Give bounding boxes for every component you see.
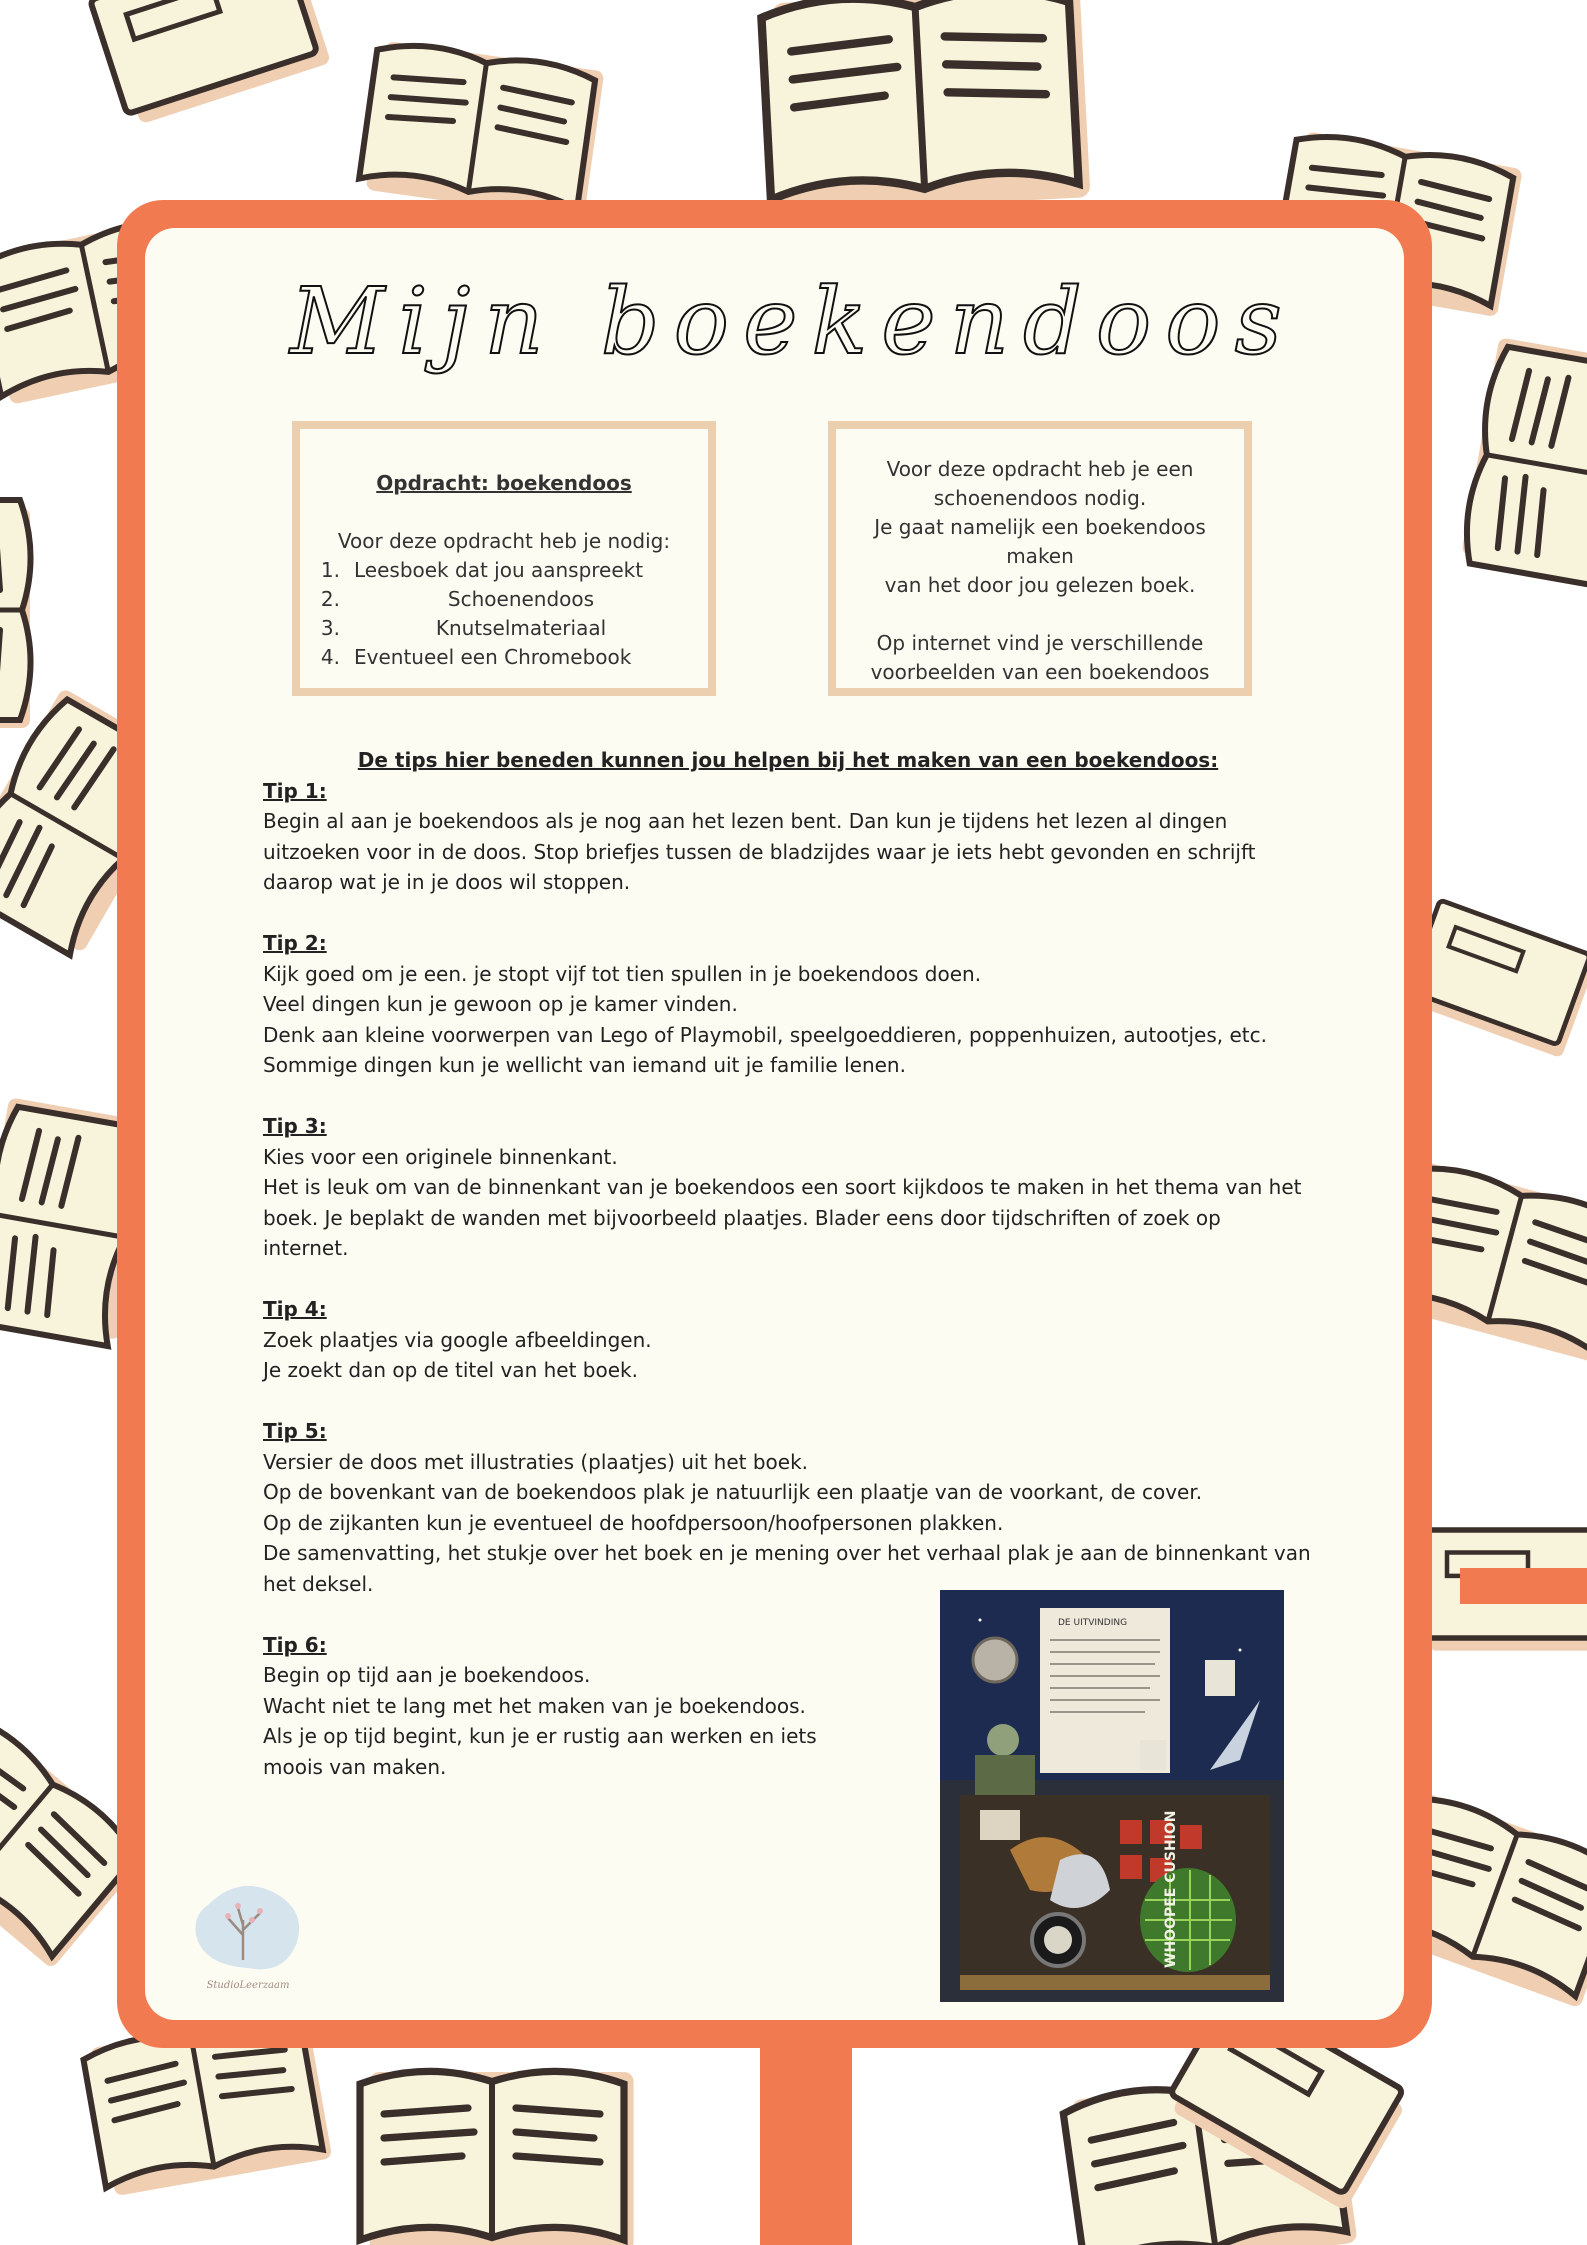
tip-6 <box>263 1630 823 1783</box>
tip-line: De samenvatting, het stukje over het boek en je mening over het verhaal plak je aan de binnenkant van <box>263 1541 1311 1565</box>
info-line: Op internet vind je verschillende <box>876 631 1204 655</box>
tip-line: Sommige dingen kun je wellicht van iemand uit je familie lenen. <box>263 1053 906 1077</box>
info-line: schoenendoos nodig. <box>933 486 1147 510</box>
tip-line: Versier de doos met illustraties (plaatjes) uit het boek. <box>263 1449 809 1474</box>
tip-1 <box>263 776 1323 898</box>
info-line: Je gaat namelijk een boekendoos maken <box>874 515 1206 568</box>
tip-line: Kies voor een originele binnenkant. <box>263 1144 618 1169</box>
list-item: 3. Knutselmateriaal <box>320 616 607 640</box>
assignment-heading: Opdracht: boekendoos <box>376 471 632 495</box>
info-line: van het door jou gelezen boek. <box>884 573 1196 597</box>
info-line: Voor deze opdracht heb je een <box>886 457 1194 481</box>
assignment-intro: Voor deze opdracht heb je nodig: <box>337 529 671 553</box>
tip-3 <box>263 1111 1323 1264</box>
tip-label: Tip 3: <box>263 1114 327 1138</box>
tip-line: internet. <box>263 1236 349 1260</box>
list-item: 4. Eventueel een Chromebook <box>320 645 632 669</box>
tip-line: Je zoekt dan op de titel van het boek. <box>263 1358 638 1382</box>
tip-line: Het is leuk om van de binnenkant van je boekendoos een soort kijkdoos te maken in het thema van het <box>263 1175 1302 1199</box>
tip-line: Begin al aan je boekendoos als je nog aan het lezen bent. Dan kun je tijdens het lezen al dingen <box>263 809 1228 833</box>
tip-label: Tip 2: <box>263 931 327 955</box>
tip-line: moois van maken. <box>263 1754 447 1779</box>
tip-line: daarop wat je in je doos wil stoppen. <box>263 870 631 894</box>
tip-line: Kijk goed om je een. je stopt vijf tot tien spullen in je boekendoos doen. <box>263 961 982 986</box>
example-bookbox-photo <box>940 1590 1284 2002</box>
page-title-text: Mijn boekendoos <box>290 268 1296 375</box>
tip-line: het deksel. <box>263 1571 374 1596</box>
assignment-box <box>292 421 716 696</box>
tip-line: Op de zijkanten kun je eventueel de hoofdpersoon/hoofpersonen plakken. <box>263 1510 1004 1535</box>
info-line <box>842 600 1238 629</box>
tip-line: Op de bovenkant van de boekendoos plak je natuurlijk een plaatje van de voorkant, de cover. <box>263 1480 1203 1504</box>
tip-4 <box>263 1294 1323 1386</box>
tip-line: Als je op tijd begint, kun je er rustig aan werken en iets <box>263 1724 817 1748</box>
tips-intro: De tips hier beneden kunnen jou helpen bij het maken van een boekendoos: <box>357 748 1219 772</box>
tip-line: Begin op tijd aan je boekendoos. <box>263 1663 591 1687</box>
logo-text: StudioLeerzaam <box>206 1980 290 1991</box>
page-title <box>0 235 1587 405</box>
tip-label: Tip 5: <box>263 1419 327 1443</box>
tip-line: Veel dingen kun je gewoon op je kamer vinden. <box>263 992 738 1016</box>
info-line: voorbeelden van een boekendoos <box>870 660 1210 684</box>
tip-line: Denk aan kleine voorwerpen van Lego of Playmobil, speelgoeddieren, poppenhuizen, autootjes, etc. <box>263 1022 1267 1047</box>
cushion-text: WHOOPEE CUSHION <box>1163 1810 1179 1968</box>
tip-line: uitzoeken voor in de doos. Stop briefjes tussen de bladzijdes waar je iets hebt gevonden en schrijft <box>263 839 1256 864</box>
lid-sign-text: DE UITVINDING <box>1058 1618 1128 1628</box>
tip-line: Wacht niet te lang met het maken van je boekendoos. <box>263 1693 806 1718</box>
tip-label: Tip 4: <box>263 1297 327 1321</box>
list-item: 1. Leesboek dat jou aanspreekt <box>320 558 644 582</box>
tip-label: Tip 1: <box>263 778 327 803</box>
tip-5 <box>263 1416 1323 1599</box>
materials-list <box>300 556 708 672</box>
studio-logo <box>188 1880 308 1995</box>
list-item: 2. Schoenendoos <box>320 587 595 611</box>
info-box <box>828 421 1252 696</box>
tip-line: boek. Je beplakt de wanden met bijvoorbeeld plaatjes. Blader eens door tijdschriften of zoek op <box>263 1205 1221 1230</box>
tip-line: Zoek plaatjes via google afbeeldingen. <box>263 1327 652 1352</box>
tip-label: Tip 6: <box>263 1632 327 1657</box>
tip-2 <box>263 928 1323 1081</box>
